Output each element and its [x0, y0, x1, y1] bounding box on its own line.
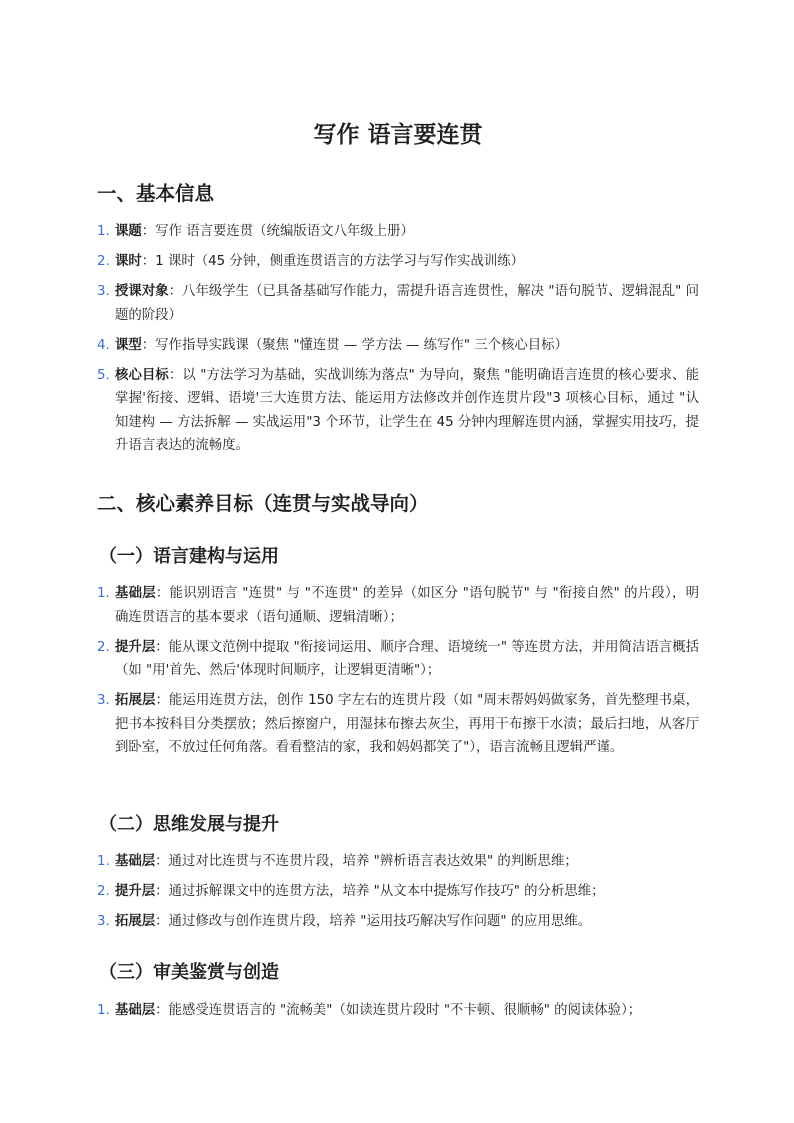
list-number: 3. — [97, 914, 110, 929]
item-label: 授课对象 — [115, 284, 169, 299]
item-label: 课型 — [115, 337, 142, 353]
document-title: 写作 语言要连贯 — [313, 122, 483, 148]
item-text: ：能从课文范例中提取 "衔接词运用、顺序合理、语境统一" 等连贯方法，并用简洁语言概括（如 "用'首先、然后'体现时间顺序，让逻辑更清晰"）； — [115, 639, 699, 678]
list-item — [97, 880, 699, 904]
item-text: ：写作 语言要连贯（统编版语文八年级上册） — [141, 224, 414, 239]
list-item — [97, 850, 699, 874]
item-text: ：能识别语言 "连贯" 与 "不连贯" 的差异（如区分 "语句脱节" 与 "衔接自然" 的片段），明确连贯语言的基本要求（语句通顺、逻辑清晰）； — [115, 586, 700, 625]
list-item — [97, 689, 699, 760]
item-label: 提升层 — [115, 884, 156, 899]
section-heading-basic-info: 一、基本信息 — [97, 182, 215, 205]
list-number: 3. — [97, 284, 110, 299]
item-text: ：能感受连贯语言的 "流畅美"（如读连贯片段时 "不卡顿、很顺畅" 的阅读体验）； — [155, 1003, 642, 1018]
list-item — [97, 220, 699, 244]
item-label: 课时 — [115, 254, 142, 269]
list-item — [97, 582, 699, 629]
list-item — [97, 334, 699, 358]
item-label: 基础层 — [115, 1003, 156, 1018]
item-text: ：八年级学生（已具备基础写作能力，需提升语言连贯性，解决 "语句脱节、逻辑混乱" 问题的阶段） — [115, 284, 699, 323]
item-text: ：写作指导实践课（聚焦 "懂连贯 — 学方法 — 练写作" 三个核心目标） — [141, 337, 568, 353]
item-text: ：能运用连贯方法，创作 150 字左右的连贯片段（如 "周末帮妈妈做家务，首先整理书桌，把书本按科目分类摆放；然后擦窗户，用湿抹布擦去灰尘，再用干布擦干水渍；最后扫地，从客厅到卧室，不放过任何角落。看看整洁的家，我和妈妈都笑了"），语言流畅且逻辑严谨。 — [115, 693, 699, 755]
language-goals-list — [97, 582, 699, 760]
list-number: 1. — [97, 586, 110, 601]
list-number: 1. — [97, 854, 110, 869]
list-number: 2. — [97, 884, 110, 899]
item-text: ：以 "方法学习为基础，实战训练为落点" 为导向，聚焦 "能明确语言连贯的核心要求、能掌握'衔接、逻辑、语境'三大连贯方法、能运用方法修改并创作连贯片段"3 项核心目标，通过 "认知建构 — 方法拆解 — 实战运用"3 个环节，让学生在 45 分钟内理解连贯内涵，掌握实用技巧，提升语言表达的流畅度。 — [115, 367, 700, 453]
list-item — [97, 280, 699, 327]
item-label: 核心目标 — [115, 367, 169, 383]
list-number: 4. — [97, 337, 110, 353]
list-item — [97, 250, 699, 274]
subsection-heading-language: （一）语言建构与运用 — [99, 546, 279, 567]
item-text: ：通过拆解课文中的连贯方法，培养 "从文本中提炼写作技巧" 的分析思维； — [155, 884, 605, 899]
list-number: 1. — [97, 224, 110, 239]
list-number: 2. — [97, 639, 110, 655]
item-text: ：通过修改与创作连贯片段，培养 "运用技巧解决写作问题" 的应用思维。 — [155, 914, 592, 929]
subsection-heading-aesthetics: （三）审美鉴赏与创造 — [99, 962, 279, 983]
item-label: 基础层 — [115, 586, 156, 601]
section-heading-core-literacy: 二、核心素养目标（连贯与实战导向） — [97, 492, 429, 515]
list-number: 3. — [97, 693, 110, 708]
list-item — [97, 999, 699, 1023]
list-item — [97, 364, 699, 458]
list-number: 2. — [97, 254, 110, 269]
item-text: ：通过对比连贯与不连贯片段，培养 "辨析语言表达效果" 的判断思维； — [155, 854, 578, 869]
item-label: 课题 — [115, 224, 142, 239]
aesthetics-goals-list — [97, 999, 699, 1023]
list-item — [97, 636, 699, 683]
list-item — [97, 910, 699, 934]
item-label: 拓展层 — [115, 914, 156, 929]
item-label: 基础层 — [115, 854, 156, 869]
list-number: 1. — [97, 1003, 110, 1018]
item-text: ：1 课时（45 分钟，侧重连贯语言的方法学习与写作实战训练） — [141, 254, 525, 269]
item-label: 提升层 — [115, 639, 156, 655]
subsection-heading-thinking: （二）思维发展与提升 — [99, 814, 279, 835]
thinking-goals-list — [97, 850, 699, 934]
basic-info-list — [97, 220, 699, 458]
item-label: 拓展层 — [115, 693, 156, 708]
list-number: 5. — [97, 367, 110, 383]
